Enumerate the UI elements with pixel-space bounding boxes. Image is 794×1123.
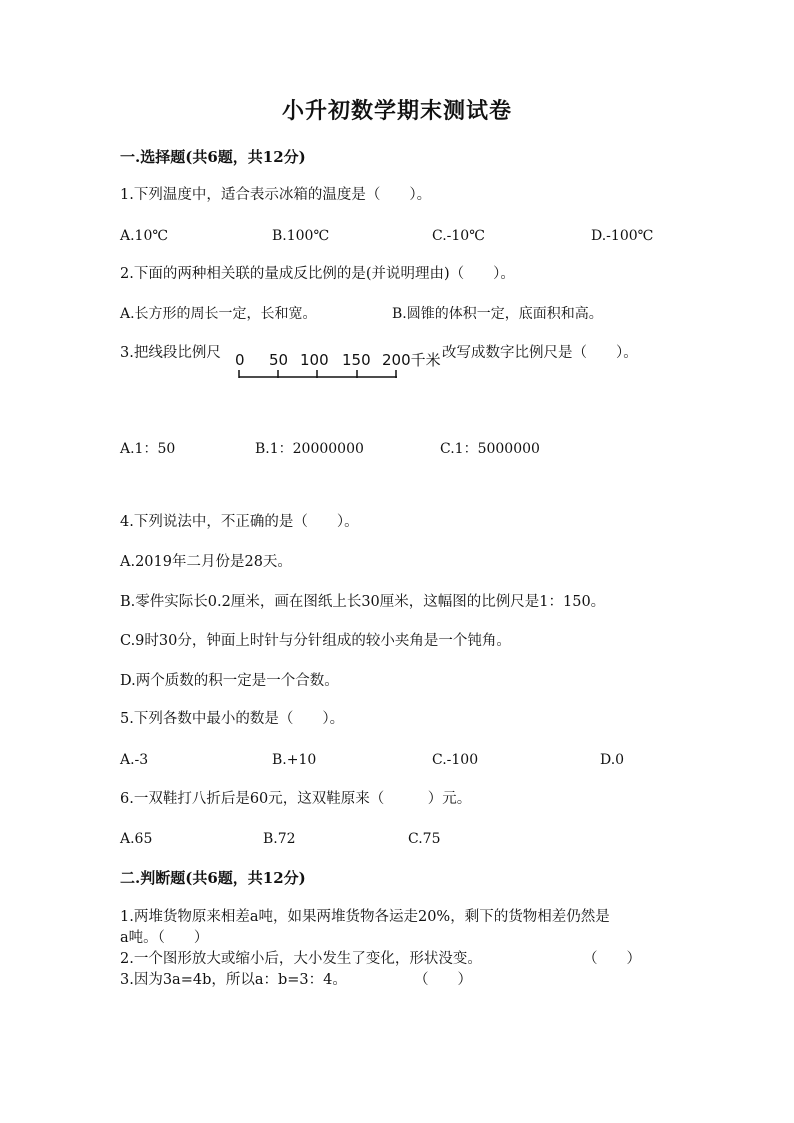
question-4-option-d: D.两个质数的积一定是一个合数。 [120,673,339,689]
judgement-1-line-2: a吨。（ ） [120,930,209,946]
question-2-option-a: A.长方形的周长一定，长和宽。 [120,306,317,322]
line-segment-scale [232,348,444,382]
question-5-option-d: D.0 [600,752,625,768]
question-5-option-b: B.+10 [272,752,317,768]
question-3-option-a: A.1：50 [120,441,176,457]
question-6-option-a: A.65 [120,831,153,847]
section-heading-judgement: 二.判断题(共6题，共12分) [120,869,306,887]
scale-label-200-km: 200千米 [382,351,441,369]
question-3-stem-before: 3.把线段比例尺 [120,345,221,361]
question-1-option-d: D.-100℃ [591,228,654,244]
scale-label-100: 100 [300,351,329,369]
question-5-stem: 5.下列各数中最小的数是（ ）。 [120,711,345,727]
question-5-option-a: A.-3 [120,752,149,768]
question-4-option-a: A.2019年二月份是28天。 [120,554,292,570]
question-2-option-b: B.圆锥的体积一定，底面积和高。 [392,306,603,322]
question-3-stem-after: 改写成数字比例尺是（ ）。 [442,345,638,361]
question-1-option-b: B.100℃ [272,228,330,244]
question-1-option-c: C.-10℃ [432,228,485,244]
question-2-stem: 2.下面的两种相关联的量成反比例的是(并说明理由)（ ）。 [120,266,515,282]
question-4-stem: 4.下列说法中，不正确的是（ ）。 [120,514,359,530]
judgement-2-answer-paren: （ ） [583,951,641,967]
judgement-3-text: 3.因为3a=4b，所以a：b=3：4。 [120,972,347,988]
section-heading-choice: 一.选择题(共6题，共12分) [120,148,306,166]
question-3-option-b: B.1：20000000 [255,441,364,457]
question-6-option-b: B.72 [263,831,296,847]
judgement-3-answer-paren: （ ） [414,972,472,988]
question-1-stem: 1.下列温度中，适合表示冰箱的温度是（ ）。 [120,187,432,203]
scale-label-150: 150 [342,351,371,369]
scale-label-0: 0 [235,351,245,369]
question-4-option-c: C.9时30分，钟面上时针与分针组成的较小夹角是一个钝角。 [120,633,511,649]
question-1-option-a: A.10℃ [120,228,169,244]
page-title: 小升初数学期末测试卷 [281,98,512,124]
judgement-1-line-1: 1.两堆货物原来相差a吨，如果两堆货物各运走20%，剩下的货物相差仍然是 [120,909,610,925]
judgement-2-text: 2.一个图形放大或缩小后，大小发生了变化，形状没变。 [120,951,482,967]
question-6-stem: 6.一双鞋打八折后是60元，这双鞋原来（ ）元。 [120,791,472,807]
question-5-option-c: C.-100 [432,752,479,768]
question-4-option-b: B.零件实际长0.2厘米，画在图纸上长30厘米，这幅图的比例尺是1：150。 [120,594,606,610]
question-3-option-c: C.1：5000000 [440,441,540,457]
scale-label-50: 50 [269,351,289,369]
question-6-option-c: C.75 [408,831,441,847]
